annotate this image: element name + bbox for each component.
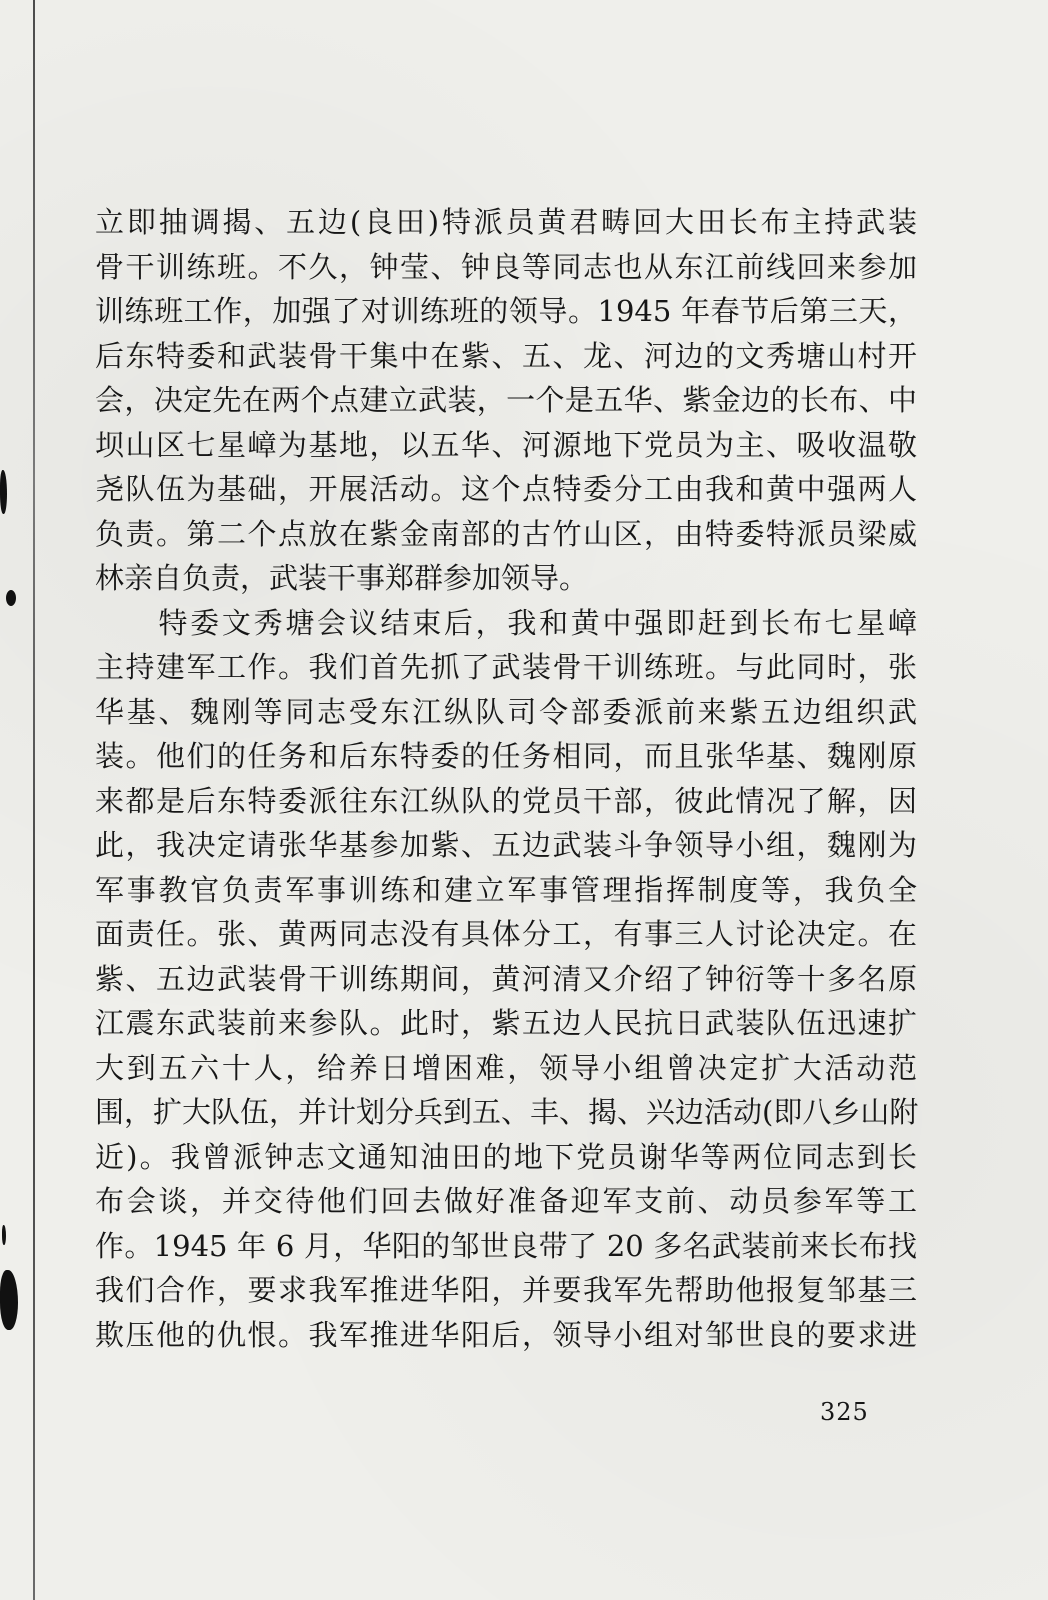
text-line: 坝山区七星嶂为基地，以五华、河源地下党员为主、吸收温敬: [95, 427, 917, 462]
body-text: [95, 200, 917, 1357]
text-line: 主持建军工作。我们首先抓了武装骨干训练班。与此同时，张: [95, 650, 917, 684]
scan-edge-mark: [0, 1270, 18, 1330]
text-line: 尧队伍为基础，开展活动。这个点特委分工由我和黄中强两人: [95, 472, 917, 506]
text-line: 立即抽调揭、五边(良田)特派员黄君畴回大田长布主持武装: [95, 205, 917, 239]
text-line: 大到五六十人，给养日增困难，领导小组曾决定扩大活动范: [95, 1050, 917, 1085]
text-line: 作。1945 年 6 月，华阳的邹世良带了 20 多名武装前来长布找: [95, 1228, 917, 1263]
text-line: 欺压他的仇恨。我军推进华阳后，领导小组对邹世良的要求进: [95, 1317, 917, 1352]
binding-edge-line: [33, 0, 35, 1600]
text-line: 来都是后东特委派往东江纵队的党员干部，彼此情况了解，因: [95, 783, 917, 818]
text-line: 此，我决定请张华基参加紫、五边武装斗争领导小组，魏刚为: [95, 828, 917, 862]
text-line: 我们合作，要求我军推进华阳，并要我军先帮助他报复邹基三: [95, 1273, 917, 1307]
text-line: 近)。我曾派钟志文通知油田的地下党员谢华等两位同志到长: [95, 1139, 917, 1174]
text-line: 装。他们的任务和后东特委的任务相同，而且张华基、魏刚原: [95, 739, 917, 773]
text-line: 训练班工作，加强了对训练班的领导。1945 年春节后第三天，: [95, 294, 917, 328]
text-line: 紫、五边武装骨干训练期间，黄河清又介绍了钟衍等十多名原: [95, 961, 917, 996]
scan-edge-mark: [0, 470, 7, 514]
text-line: 后东特委和武装骨干集中在紫、五、龙、河边的文秀塘山村开: [95, 338, 917, 373]
text-line: 骨干训练班。不久，钟莹、钟良等同志也从东江前线回来参加: [95, 249, 917, 284]
text-line: 华基、魏刚等同志受东江纵队司令部委派前来紫五边组织武: [95, 694, 917, 729]
scan-edge-mark: [2, 1225, 6, 1245]
text-line: 布会谈，并交待他们回去做好准备迎军支前、动员参军等工: [95, 1184, 917, 1218]
text-line: 特委文秀塘会议结束后，我和黄中强即赶到长布七星嶂: [95, 605, 917, 640]
scan-edge-mark: [6, 590, 16, 606]
text-line: 围，扩大队伍，并计划分兵到五、丰、揭、兴边活动(即八乡山附: [95, 1095, 919, 1129]
text-line: 会，决定先在两个点建立武装，一个是五华、紫金边的长布、中: [95, 383, 917, 417]
text-line: 面责任。张、黄两同志没有具体分工，有事三人讨论决定。在: [95, 917, 917, 951]
text-line: 林亲自负责，武装干事郑群参加领导。: [95, 561, 589, 595]
text-line: 江震东武装前来参队。此时，紫五边人民抗日武装队伍迅速扩: [95, 1006, 917, 1040]
text-line: 军事教官负责军事训练和建立军事管理指挥制度等，我负全: [95, 872, 917, 907]
text-line: 负责。第二个点放在紫金南部的古竹山区，由特委特派员梁威: [95, 516, 917, 551]
page-number: 325: [820, 1398, 869, 1426]
